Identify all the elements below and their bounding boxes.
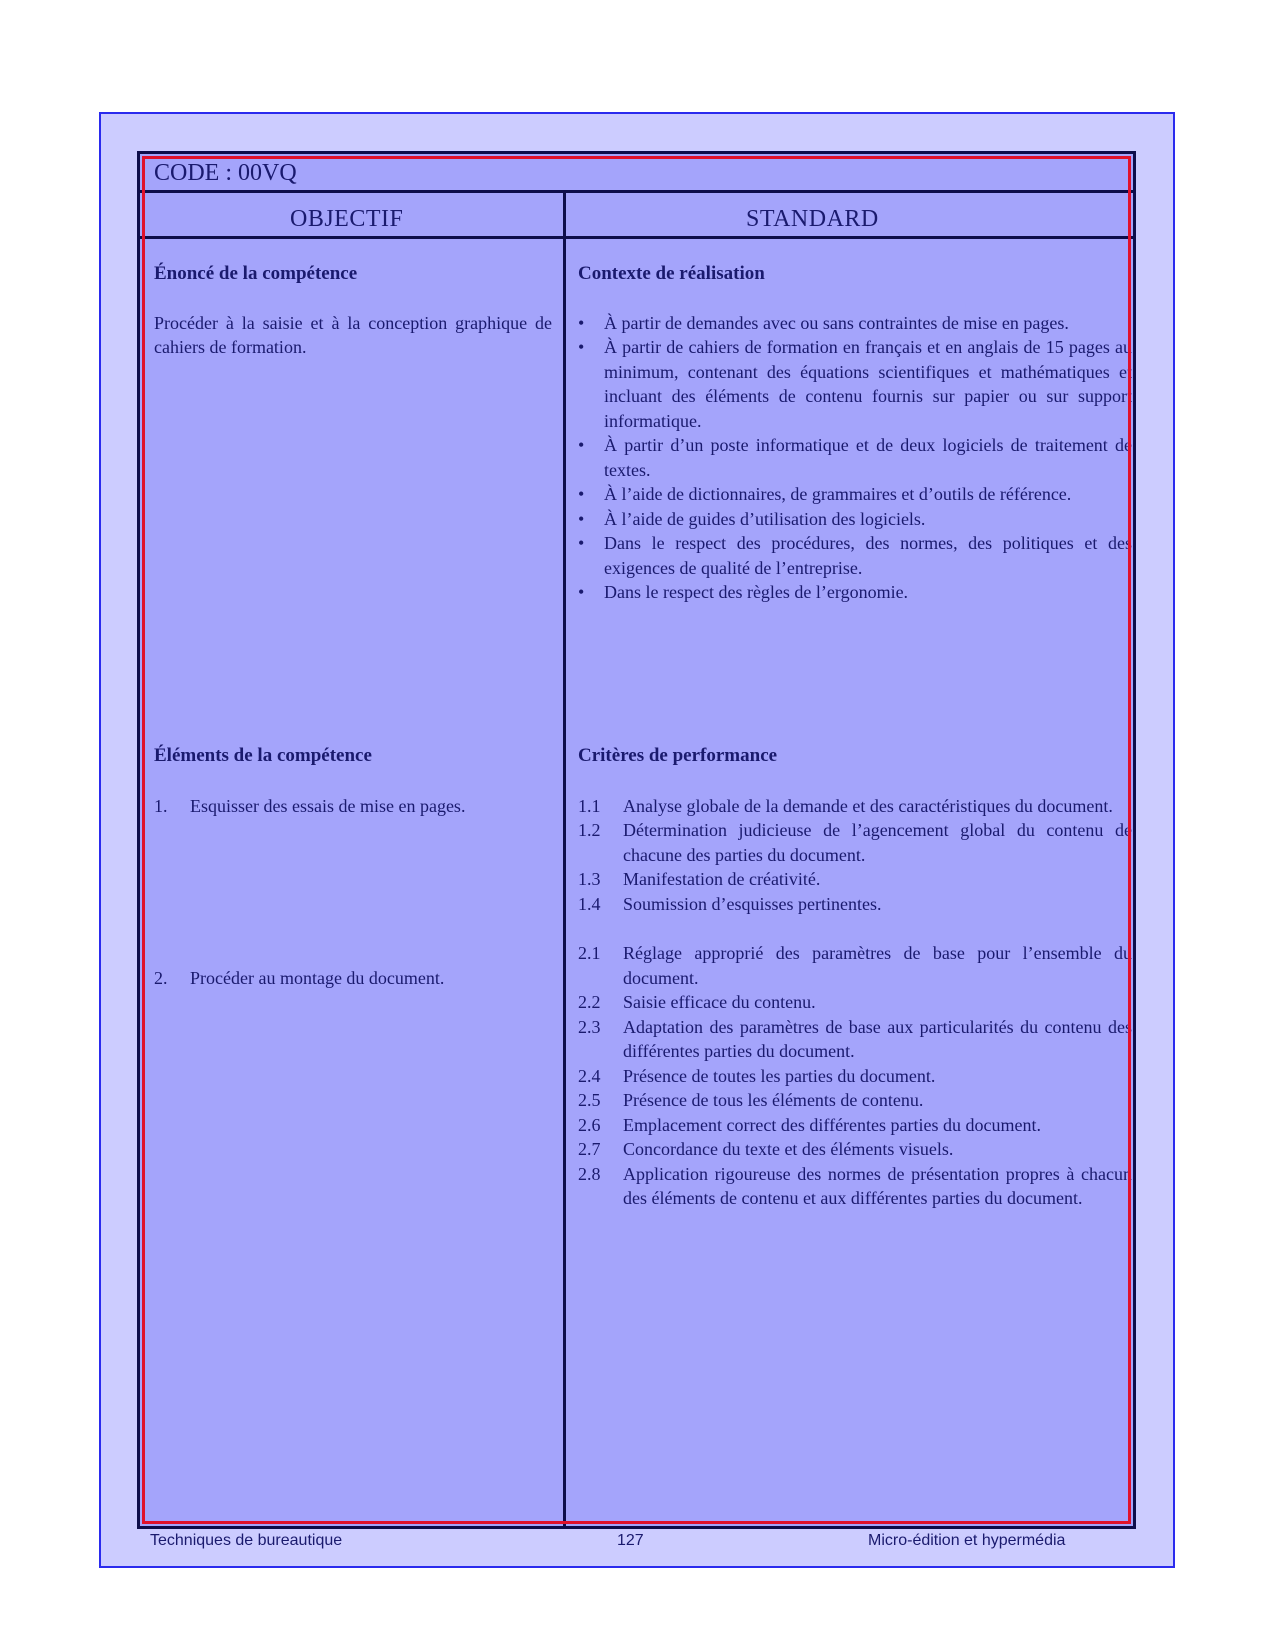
contexte-section — [578, 262, 1132, 605]
list-item: • À l’aide de guides d’utilisation des logiciels. — [578, 507, 1132, 532]
list-item: • À partir de demandes avec ou sans contraintes de mise en pages. — [578, 311, 1132, 336]
list-item: • À partir de cahiers de formation en français et en anglais de 15 pages au minimum, contenant des équations scientifiques et mathématiques et incluant des éléments de contenu fournis sur papier ou sur support informatique. — [578, 337, 1132, 431]
list-item: 2.1 Réglage approprié des paramètres de base pour l’ensemble du document. — [578, 943, 1132, 988]
elements-section — [154, 744, 552, 991]
list-item: 2.2 Saisie efficace du contenu. — [578, 992, 816, 1012]
bullet-icon: • — [578, 508, 585, 529]
list-item: 1.2 Détermination judicieuse de l’agencement global du contenu de chacune des parties du document. — [578, 820, 1132, 865]
enonce-section — [154, 262, 552, 360]
bullet-icon: • — [578, 337, 585, 357]
divider-line — [140, 190, 1133, 193]
contexte-list — [578, 311, 1132, 605]
competency-code: CODE : 00VQ — [154, 160, 297, 186]
list-item: • À partir d’un poste informatique et de deux logiciels de traitement de textes. — [578, 435, 1132, 480]
list-item: 2.8 Application rigoureuse des normes de présentation propres à chacun des éléments de contenu et aux différentes parties du document. — [578, 1163, 1132, 1208]
enonce-text: Procéder à la saisie et à la conception graphique de cahiers de formation. — [154, 312, 552, 357]
bullet-icon: • — [578, 582, 585, 602]
elements-title: Éléments de la compétence — [154, 745, 372, 766]
criteres-group-1 — [578, 794, 1132, 917]
footer-program: Techniques de bureautique — [150, 1532, 343, 1549]
criteres-group-2 — [578, 941, 1132, 1211]
bullet-icon: • — [578, 312, 585, 333]
list-item: • À l’aide de dictionnaires, de grammaires et d’outils de référence. — [578, 482, 1132, 507]
enonce-title: Énoncé de la compétence — [154, 263, 358, 284]
list-item: 2.7 Concordance du texte et des éléments visuels. — [578, 1139, 954, 1159]
header-objectif: OBJECTIF — [290, 206, 404, 232]
footer-page-number: 127 — [617, 1532, 644, 1549]
list-item: 1.1 Analyse globale de la demande et des caractéristiques du document. — [578, 795, 1113, 816]
competency-table — [137, 151, 1136, 1529]
element-item: 1. Esquisser des essais de mise en pages. — [154, 795, 466, 816]
criteres-title: Critères de performance — [578, 745, 778, 766]
criteres-section — [578, 744, 1132, 1211]
list-item: 2.5 Présence de tous les éléments de contenu. — [578, 1090, 924, 1110]
bullet-icon: • — [578, 484, 585, 504]
list-item: • Dans le respect des procédures, des normes, des politiques et des exigences de qualité de l’entreprise. — [578, 533, 1132, 578]
element-item: 2. Procéder au montage du document. — [154, 968, 445, 988]
list-item: 2.6 Emplacement correct des différentes parties du document. — [578, 1114, 1041, 1135]
list-item: 1.4 Soumission d’esquisses pertinentes. — [578, 893, 882, 914]
header-standard: STANDARD — [746, 206, 879, 232]
bullet-icon: • — [578, 435, 585, 455]
bullet-icon: • — [578, 533, 585, 553]
list-item: • Dans le respect des règles de l’ergonomie. — [578, 580, 1132, 605]
list-item: 2.4 Présence de toutes les parties du document. — [578, 1065, 936, 1086]
contexte-title: Contexte de réalisation — [578, 263, 765, 284]
column-divider — [563, 193, 566, 1526]
footer-module: Micro-édition et hypermédia — [868, 1532, 1066, 1549]
list-item: 2.3 Adaptation des paramètres de base aux particularités du contenu des différentes parties du document. — [578, 1016, 1132, 1061]
list-item: 1.3 Manifestation de créativité. — [578, 869, 821, 889]
divider-line — [140, 236, 1133, 239]
